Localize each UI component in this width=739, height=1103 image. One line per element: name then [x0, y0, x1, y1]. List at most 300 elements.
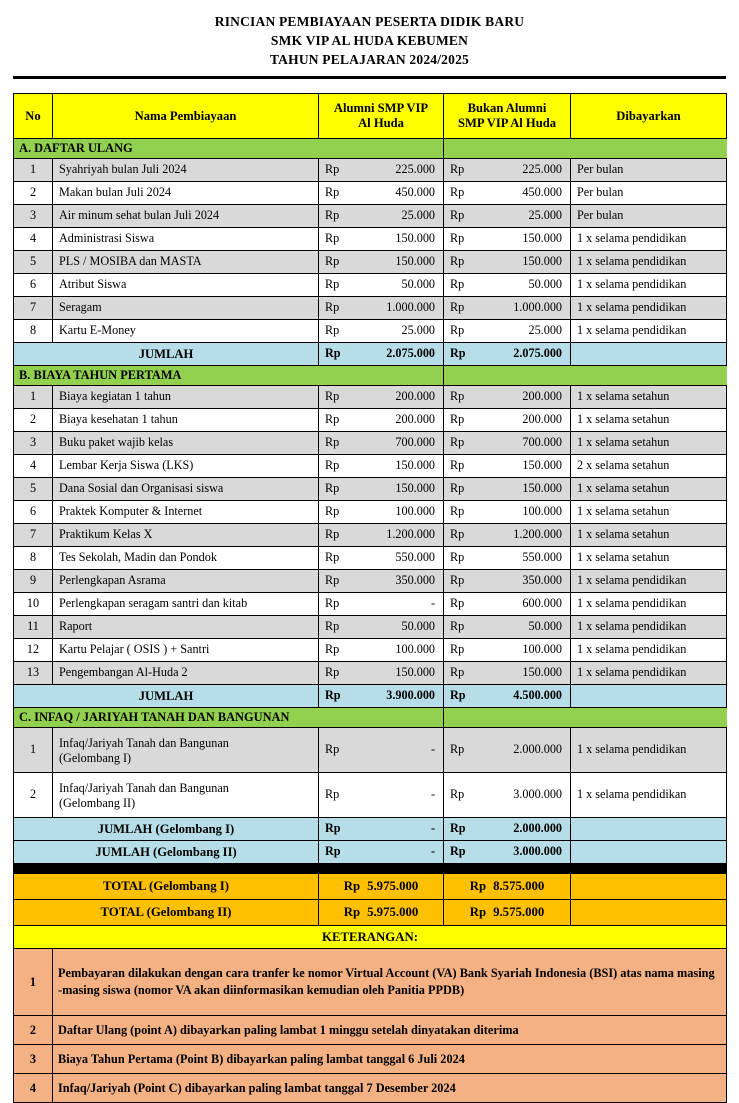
row-amount-alumni	[319, 274, 444, 297]
currency-amount: 100.000	[395, 504, 435, 519]
currency-symbol: Rp	[450, 642, 465, 657]
currency-amount: 150.000	[395, 458, 435, 473]
row-fee-name: Biaya kegiatan 1 tahun	[53, 386, 319, 409]
row-payment-terms: 1 x selama setahun	[571, 409, 727, 432]
row-fee-name: PLS / MOSIBA dan MASTA	[53, 251, 319, 274]
row-amount-bukan-alumni	[444, 320, 571, 343]
currency-symbol: Rp	[450, 389, 465, 404]
row-number: 6	[14, 501, 53, 524]
row-amount-alumni	[319, 773, 444, 818]
currency-symbol: Rp	[325, 346, 341, 361]
row-amount-bukan-alumni	[444, 728, 571, 773]
subtotal-label: JUMLAH	[14, 685, 319, 708]
row-amount-alumni	[319, 524, 444, 547]
currency-amount: 5.975.000	[367, 905, 419, 920]
row-payment-terms: 2 x selama setahun	[571, 455, 727, 478]
currency-symbol: Rp	[325, 389, 340, 404]
currency-symbol: Rp	[450, 550, 465, 565]
subtotal-blank-cell	[571, 343, 727, 366]
section-heading-pad-a	[444, 139, 571, 159]
grand-total-amount-bukan-alumni	[444, 874, 571, 900]
currency-symbol: Rp	[450, 300, 465, 315]
currency-amount: 100.000	[522, 642, 562, 657]
currency-symbol: Rp	[325, 185, 340, 200]
grand-total-label: TOTAL (Gelombang II)	[14, 900, 319, 926]
row-amount-alumni	[319, 616, 444, 639]
row-amount-bukan-alumni	[444, 274, 571, 297]
currency-symbol: Rp	[325, 231, 340, 246]
currency-symbol: Rp	[450, 277, 465, 292]
note-row	[14, 949, 727, 1016]
row-amount-bukan-alumni	[444, 228, 571, 251]
row-payment-terms: 1 x selama pendidikan	[571, 228, 727, 251]
subtotal-row	[14, 818, 727, 841]
row-number: 13	[14, 662, 53, 685]
row-fee-name: Infaq/Jariyah Tanah dan Bangunan (Gelombang II)	[53, 773, 319, 818]
currency-amount: 25.000	[528, 208, 562, 223]
currency-amount: 1.200.000	[513, 527, 562, 542]
row-amount-alumni	[319, 478, 444, 501]
currency-amount: 150.000	[522, 231, 562, 246]
row-amount-bukan-alumni	[444, 297, 571, 320]
row-fee-name: Atribut Siswa	[53, 274, 319, 297]
currency-symbol: Rp	[450, 254, 465, 269]
row-fee-name: Administrasi Siswa	[53, 228, 319, 251]
row-number: 8	[14, 547, 53, 570]
row-payment-terms: 1 x selama setahun	[571, 524, 727, 547]
row-amount-alumni	[319, 547, 444, 570]
currency-symbol: Rp	[325, 208, 340, 223]
currency-symbol: Rp	[325, 550, 340, 565]
subtotal-amount-alumni	[319, 343, 444, 366]
currency-amount: 150.000	[395, 254, 435, 269]
subtotal-amount-alumni	[319, 685, 444, 708]
subtotal-amount-bukan-alumni	[444, 685, 571, 708]
row-fee-name: Pengembangan Al-Huda 2	[53, 662, 319, 685]
currency-symbol: Rp	[325, 458, 340, 473]
currency-symbol: Rp	[450, 412, 465, 427]
row-amount-alumni	[319, 409, 444, 432]
currency-symbol: Rp	[343, 879, 361, 894]
row-amount-alumni	[319, 432, 444, 455]
row-payment-terms: 1 x selama pendidikan	[571, 297, 727, 320]
currency-symbol: Rp	[325, 844, 341, 859]
fee-table-body	[14, 94, 727, 1103]
grand-total-amount-bukan-alumni	[444, 900, 571, 926]
currency-symbol: Rp	[450, 742, 465, 757]
row-payment-terms: 1 x selama setahun	[571, 478, 727, 501]
currency-amount: 450.000	[395, 185, 435, 200]
subtotal-amount-bukan-alumni	[444, 841, 571, 864]
row-fee-name: Lembar Kerja Siswa (LKS)	[53, 455, 319, 478]
row-fee-name: Buku paket wajib kelas	[53, 432, 319, 455]
row-number: 2	[14, 182, 53, 205]
subtotal-blank-cell	[571, 818, 727, 841]
currency-symbol: Rp	[450, 208, 465, 223]
currency-symbol: Rp	[450, 619, 465, 634]
col-header-name: Nama Pembiayaan	[53, 94, 319, 139]
subtotal-amount-bukan-alumni	[444, 818, 571, 841]
note-number: 1	[14, 949, 53, 1016]
table-row	[14, 274, 727, 297]
row-number: 12	[14, 639, 53, 662]
table-row	[14, 478, 727, 501]
currency-symbol: Rp	[450, 231, 465, 246]
table-row	[14, 228, 727, 251]
row-amount-bukan-alumni	[444, 159, 571, 182]
currency-amount: 700.000	[522, 435, 562, 450]
row-fee-name: Dana Sosial dan Organisasi siswa	[53, 478, 319, 501]
currency-amount: 100.000	[395, 642, 435, 657]
row-number: 8	[14, 320, 53, 343]
row-number: 3	[14, 432, 53, 455]
currency-symbol: Rp	[325, 277, 340, 292]
table-row	[14, 547, 727, 570]
currency-amount: 150.000	[395, 481, 435, 496]
currency-amount: 350.000	[395, 573, 435, 588]
currency-amount: -	[430, 787, 435, 802]
row-amount-bukan-alumni	[444, 432, 571, 455]
note-text: Daftar Ulang (point A) dibayarkan paling lambat 1 minggu setelah dinyatakan diterima	[53, 1016, 727, 1045]
row-payment-terms: 1 x selama setahun	[571, 501, 727, 524]
currency-symbol: Rp	[325, 527, 340, 542]
black-separator-band	[14, 864, 727, 874]
currency-symbol: Rp	[469, 905, 487, 920]
currency-amount: 25.000	[401, 323, 435, 338]
row-amount-bukan-alumni	[444, 616, 571, 639]
row-amount-bukan-alumni	[444, 182, 571, 205]
row-amount-bukan-alumni	[444, 205, 571, 228]
row-payment-terms: 1 x selama pendidikan	[571, 570, 727, 593]
row-amount-bukan-alumni	[444, 593, 571, 616]
currency-symbol: Rp	[325, 688, 341, 703]
currency-amount: 150.000	[522, 458, 562, 473]
row-amount-alumni	[319, 320, 444, 343]
row-number: 7	[14, 524, 53, 547]
table-row	[14, 524, 727, 547]
row-amount-alumni	[319, 662, 444, 685]
section-header-row	[14, 708, 727, 728]
row-amount-bukan-alumni	[444, 639, 571, 662]
currency-amount: 1.000.000	[386, 300, 435, 315]
currency-symbol: Rp	[325, 619, 340, 634]
table-row	[14, 728, 727, 773]
currency-symbol: Rp	[325, 742, 340, 757]
col-header-alumni: Alumni SMP VIP Al Huda	[319, 94, 444, 139]
currency-symbol: Rp	[325, 787, 340, 802]
row-amount-alumni	[319, 593, 444, 616]
subtotal-blank-cell	[571, 685, 727, 708]
row-payment-terms: 1 x selama pendidikan	[571, 593, 727, 616]
row-fee-name: Praktek Komputer & Internet	[53, 501, 319, 524]
row-amount-bukan-alumni	[444, 501, 571, 524]
subtotal-amount-alumni	[319, 818, 444, 841]
currency-amount: 50.000	[401, 277, 435, 292]
currency-amount: 2.000.000	[513, 742, 562, 757]
currency-symbol: Rp	[450, 787, 465, 802]
row-amount-alumni	[319, 251, 444, 274]
row-amount-bukan-alumni	[444, 524, 571, 547]
black-separator-cell	[14, 864, 727, 874]
table-row	[14, 159, 727, 182]
currency-amount: 100.000	[522, 504, 562, 519]
table-row	[14, 501, 727, 524]
section-heading-label: B. BIAYA TAHUN PERTAMA	[14, 366, 444, 386]
row-payment-terms: 1 x selama pendidikan	[571, 639, 727, 662]
currency-amount: 150.000	[522, 254, 562, 269]
currency-amount: 1.000.000	[513, 300, 562, 315]
currency-symbol: Rp	[325, 573, 340, 588]
table-row	[14, 320, 727, 343]
currency-amount: 3.000.000	[513, 844, 562, 859]
currency-amount: -	[430, 821, 435, 836]
row-fee-name: Perlengkapan Asrama	[53, 570, 319, 593]
section-heading-pad-b	[571, 139, 727, 159]
row-number: 5	[14, 251, 53, 274]
currency-amount: 700.000	[395, 435, 435, 450]
table-row	[14, 773, 727, 818]
currency-amount: -	[430, 742, 435, 757]
note-row	[14, 1074, 727, 1103]
row-payment-terms: 1 x selama setahun	[571, 432, 727, 455]
table-row	[14, 205, 727, 228]
row-amount-alumni	[319, 297, 444, 320]
row-amount-bukan-alumni	[444, 386, 571, 409]
row-payment-terms: 1 x selama pendidikan	[571, 274, 727, 297]
table-row	[14, 297, 727, 320]
note-number: 4	[14, 1074, 53, 1103]
currency-symbol: Rp	[450, 821, 466, 836]
subtotal-row	[14, 343, 727, 366]
currency-symbol: Rp	[469, 879, 487, 894]
table-header-row	[14, 94, 727, 139]
row-amount-bukan-alumni	[444, 478, 571, 501]
document-title-block	[0, 0, 739, 69]
row-payment-terms: 1 x selama pendidikan	[571, 251, 727, 274]
currency-symbol: Rp	[325, 323, 340, 338]
subtotal-amount-alumni	[319, 841, 444, 864]
section-heading-pad-b	[571, 366, 727, 386]
row-amount-alumni	[319, 455, 444, 478]
currency-symbol: Rp	[325, 254, 340, 269]
row-amount-bukan-alumni	[444, 662, 571, 685]
row-amount-bukan-alumni	[444, 773, 571, 818]
row-amount-alumni	[319, 639, 444, 662]
row-number: 1	[14, 386, 53, 409]
note-row	[14, 1045, 727, 1074]
table-row	[14, 593, 727, 616]
currency-amount: 150.000	[522, 665, 562, 680]
section-heading-label: A. DAFTAR ULANG	[14, 139, 444, 159]
currency-amount: 5.975.000	[367, 879, 419, 894]
table-row	[14, 386, 727, 409]
row-payment-terms: Per bulan	[571, 159, 727, 182]
row-payment-terms: 1 x selama pendidikan	[571, 728, 727, 773]
table-row	[14, 639, 727, 662]
col-header-bukan-alumni: Bukan Alumni SMP VIP Al Huda	[444, 94, 571, 139]
row-payment-terms: 1 x selama setahun	[571, 386, 727, 409]
section-heading-label: C. INFAQ / JARIYAH TANAH DAN BANGUNAN	[14, 708, 444, 728]
row-fee-name: Infaq/Jariyah Tanah dan Bangunan (Gelombang I)	[53, 728, 319, 773]
currency-symbol: Rp	[325, 435, 340, 450]
currency-amount: 25.000	[401, 208, 435, 223]
row-amount-alumni	[319, 728, 444, 773]
title-divider-rule	[13, 76, 726, 79]
table-row	[14, 251, 727, 274]
subtotal-row	[14, 841, 727, 864]
currency-amount: 200.000	[395, 412, 435, 427]
currency-amount: 150.000	[395, 665, 435, 680]
currency-symbol: Rp	[450, 527, 465, 542]
currency-amount: 8.575.000	[493, 879, 545, 894]
row-number: 1	[14, 728, 53, 773]
row-payment-terms: 1 x selama pendidikan	[571, 662, 727, 685]
currency-amount: 450.000	[522, 185, 562, 200]
title-line-2: SMK VIP AL HUDA KEBUMEN	[270, 33, 469, 48]
currency-symbol: Rp	[450, 573, 465, 588]
fee-details-table	[13, 93, 727, 1103]
section-header-row	[14, 366, 727, 386]
subtotal-label: JUMLAH (Gelombang II)	[14, 841, 319, 864]
section-header-row	[14, 139, 727, 159]
row-amount-alumni	[319, 228, 444, 251]
currency-amount: 2.000.000	[513, 821, 562, 836]
currency-symbol: Rp	[325, 481, 340, 496]
currency-symbol: Rp	[325, 642, 340, 657]
currency-amount: 4.500.000	[513, 688, 562, 703]
currency-amount: 9.575.000	[493, 905, 545, 920]
currency-symbol: Rp	[450, 458, 465, 473]
currency-amount: 3.000.000	[513, 787, 562, 802]
row-amount-alumni	[319, 159, 444, 182]
currency-symbol: Rp	[325, 162, 340, 177]
currency-amount: 1.200.000	[386, 527, 435, 542]
currency-symbol: Rp	[450, 162, 465, 177]
note-number: 3	[14, 1045, 53, 1074]
subtotal-label: JUMLAH (Gelombang I)	[14, 818, 319, 841]
row-number: 4	[14, 455, 53, 478]
currency-amount: 550.000	[522, 550, 562, 565]
row-amount-alumni	[319, 386, 444, 409]
currency-amount: 200.000	[522, 412, 562, 427]
row-amount-alumni	[319, 182, 444, 205]
subtotal-label: JUMLAH	[14, 343, 319, 366]
note-text: Biaya Tahun Pertama (Point B) dibayarkan paling lambat tanggal 6 Juli 2024	[53, 1045, 727, 1074]
row-payment-terms: 1 x selama setahun	[571, 547, 727, 570]
grand-total-row	[14, 900, 727, 926]
currency-symbol: Rp	[450, 504, 465, 519]
currency-amount: 2.075.000	[513, 346, 562, 361]
note-text: Infaq/Jariyah (Point C) dibayarkan paling lambat tanggal 7 Desember 2024	[53, 1074, 727, 1103]
grand-total-blank-cell	[571, 900, 727, 926]
currency-symbol: Rp	[325, 665, 340, 680]
currency-symbol: Rp	[325, 821, 341, 836]
row-fee-name: Kartu E-Money	[53, 320, 319, 343]
row-fee-name: Air minum sehat bulan Juli 2024	[53, 205, 319, 228]
currency-amount: 2.075.000	[386, 346, 435, 361]
row-fee-name: Raport	[53, 616, 319, 639]
note-row	[14, 1016, 727, 1045]
currency-symbol: Rp	[450, 435, 465, 450]
table-row	[14, 409, 727, 432]
row-amount-alumni	[319, 205, 444, 228]
row-fee-name: Seragam	[53, 297, 319, 320]
grand-total-blank-cell	[571, 874, 727, 900]
notes-heading-label: KETERANGAN:	[14, 926, 727, 949]
currency-amount: 25.000	[528, 323, 562, 338]
title-line-1: RINCIAN PEMBIAYAAN PESERTA DIDIK BARU	[214, 14, 525, 29]
subtotal-row	[14, 685, 727, 708]
currency-symbol: Rp	[325, 504, 340, 519]
row-number: 4	[14, 228, 53, 251]
currency-symbol: Rp	[450, 688, 466, 703]
col-header-no: No	[14, 94, 53, 139]
note-number: 2	[14, 1016, 53, 1045]
section-heading-pad-b	[571, 708, 727, 728]
row-fee-name: Perlengkapan seragam santri dan kitab	[53, 593, 319, 616]
row-amount-bukan-alumni	[444, 409, 571, 432]
table-row	[14, 182, 727, 205]
currency-symbol: Rp	[343, 905, 361, 920]
title-line-3: TAHUN PELAJARAN 2024/2025	[269, 52, 469, 67]
currency-symbol: Rp	[450, 844, 466, 859]
currency-symbol: Rp	[325, 596, 340, 611]
col-header-dibayarkan: Dibayarkan	[571, 94, 727, 139]
currency-amount: 50.000	[528, 619, 562, 634]
currency-amount: 200.000	[522, 389, 562, 404]
row-number: 9	[14, 570, 53, 593]
row-fee-name: Makan bulan Juli 2024	[53, 182, 319, 205]
row-number: 6	[14, 274, 53, 297]
row-fee-name: Syahriyah bulan Juli 2024	[53, 159, 319, 182]
row-fee-name: Biaya kesehatan 1 tahun	[53, 409, 319, 432]
row-payment-terms: 1 x selama pendidikan	[571, 320, 727, 343]
row-fee-name: Kartu Pelajar ( OSIS ) + Santri	[53, 639, 319, 662]
currency-symbol: Rp	[325, 412, 340, 427]
currency-symbol: Rp	[450, 481, 465, 496]
row-number: 11	[14, 616, 53, 639]
grand-total-row	[14, 874, 727, 900]
currency-amount: 50.000	[528, 277, 562, 292]
subtotal-amount-bukan-alumni	[444, 343, 571, 366]
currency-symbol: Rp	[450, 665, 465, 680]
table-row	[14, 570, 727, 593]
row-amount-bukan-alumni	[444, 547, 571, 570]
row-payment-terms: Per bulan	[571, 205, 727, 228]
note-text: Pembayaran dilakukan dengan cara tranfer ke nomor Virtual Account (VA) Bank Syariah Indonesia (BSI) atas nama masing -masing siswa (nomor VA akan diinformasikan kemudian oleh Panitia PPDB)	[53, 949, 727, 1016]
currency-amount: 150.000	[395, 231, 435, 246]
currency-amount: -	[430, 844, 435, 859]
row-number: 5	[14, 478, 53, 501]
section-heading-pad-a	[444, 708, 571, 728]
notes-header-row	[14, 926, 727, 949]
table-row	[14, 662, 727, 685]
fee-details-sheet	[13, 93, 726, 1103]
row-payment-terms: Per bulan	[571, 182, 727, 205]
grand-total-amount-alumni	[319, 874, 444, 900]
grand-total-label: TOTAL (Gelombang I)	[14, 874, 319, 900]
row-fee-name: Tes Sekolah, Madin dan Pondok	[53, 547, 319, 570]
table-row	[14, 616, 727, 639]
row-fee-name: Praktikum Kelas X	[53, 524, 319, 547]
row-number: 7	[14, 297, 53, 320]
subtotal-blank-cell	[571, 841, 727, 864]
row-number: 10	[14, 593, 53, 616]
currency-symbol: Rp	[450, 185, 465, 200]
currency-symbol: Rp	[325, 300, 340, 315]
grand-total-amount-alumni	[319, 900, 444, 926]
section-heading-pad-a	[444, 366, 571, 386]
